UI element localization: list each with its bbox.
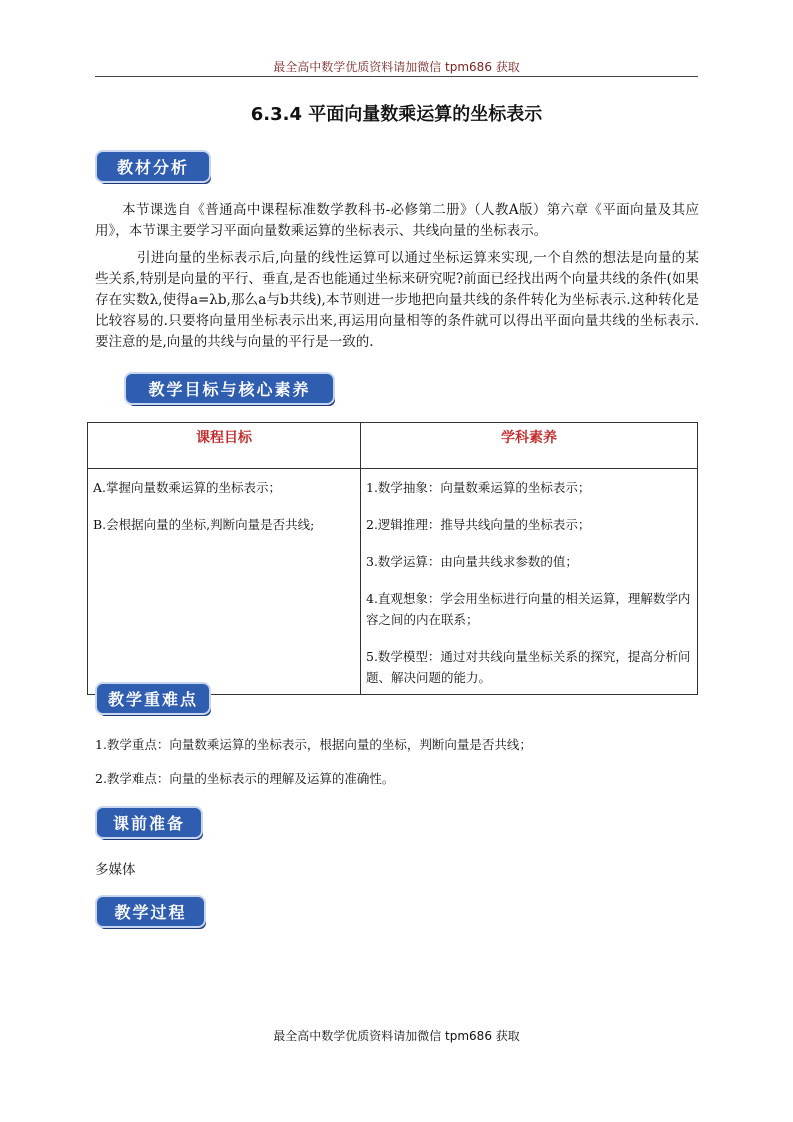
prep-text: 多媒体 — [95, 862, 136, 878]
course-goal-b: B.会根据向量的坐标,判断向量是否共线; — [93, 517, 315, 532]
analysis-paragraph-2: 引进向量的坐标表示后,向量的线性运算可以通过坐标运算来实现,一个自然的想法是向量的某些关系,特别是向量的平行、垂直,是否也能通过坐标来研究呢?前面已经找出两个向量共线的条件(如果存在实数λ,使得a=λb,那么a与b共线),本节则进一步地把向量共线的条件转化为坐标表示.这种转化是比较容易的.只要将向量用坐标表示出来,再运用向量相等的条件就可以得出平面向量共线的坐标表示.要注意的是,向量的共线与向量的平行是一致的. — [95, 250, 699, 350]
header-divider — [95, 76, 698, 77]
table-row — [88, 469, 698, 695]
section-tag-goals: 教学目标与核心素养 — [126, 374, 333, 403]
key-point-line-2: 2.教学难点：向量的坐标表示的理解及运算的准确性。 — [95, 771, 395, 786]
literacy-item-1: 1.数学抽象：向量数乘运算的坐标表示； — [366, 480, 591, 495]
table-header-row — [88, 423, 698, 469]
page-header: 最全高中数学优质资料请加微信 tpm686 获取 — [273, 60, 520, 74]
key-point-line-1: 1.教学重点：向量数乘运算的坐标表示，根据向量的坐标，判断向量是否共线； — [95, 737, 532, 752]
course-goal-a: A.掌握向量数乘运算的坐标表示； — [93, 480, 282, 495]
document-title: 6.3.4 平面向量数乘运算的坐标表示 — [250, 104, 543, 125]
section-tag-analysis: 教材分析 — [97, 152, 209, 181]
goals-table — [87, 422, 698, 695]
course-goals-cell — [88, 469, 361, 695]
table-header-course-goals: 课程目标 — [88, 423, 361, 469]
section-tag-key-points: 教学重难点 — [97, 684, 209, 713]
literacy-item-3: 3.数学运算：由向量共线求参数的值； — [366, 554, 578, 569]
table-header-literacy: 学科素养 — [361, 423, 698, 469]
analysis-paragraph-1: 本节课选自《普通高中课程标准数学教科书-必修第二册》（人教A版）第六章《平面向量及其应用》，本节课主要学习平面向量数乘运算的坐标表示、共线向量的坐标表示。 — [95, 202, 699, 239]
literacy-cell — [361, 469, 698, 695]
literacy-item-2: 2.逻辑推理：推导共线向量的坐标表示； — [366, 517, 591, 532]
section-tag-process: 教学过程 — [97, 897, 204, 926]
literacy-item-5: 5.数学模型：通过对共线向量坐标关系的探究，提高分析问题、解决问题的能力。 — [366, 649, 691, 685]
section-tag-prep: 课前准备 — [97, 808, 201, 837]
page-footer: 最全高中数学优质资料请加微信 tpm686 获取 — [273, 1029, 520, 1043]
literacy-item-4: 4.直观想象：学会用坐标进行向量的相关运算，理解数学内容之间的内在联系； — [366, 591, 691, 627]
